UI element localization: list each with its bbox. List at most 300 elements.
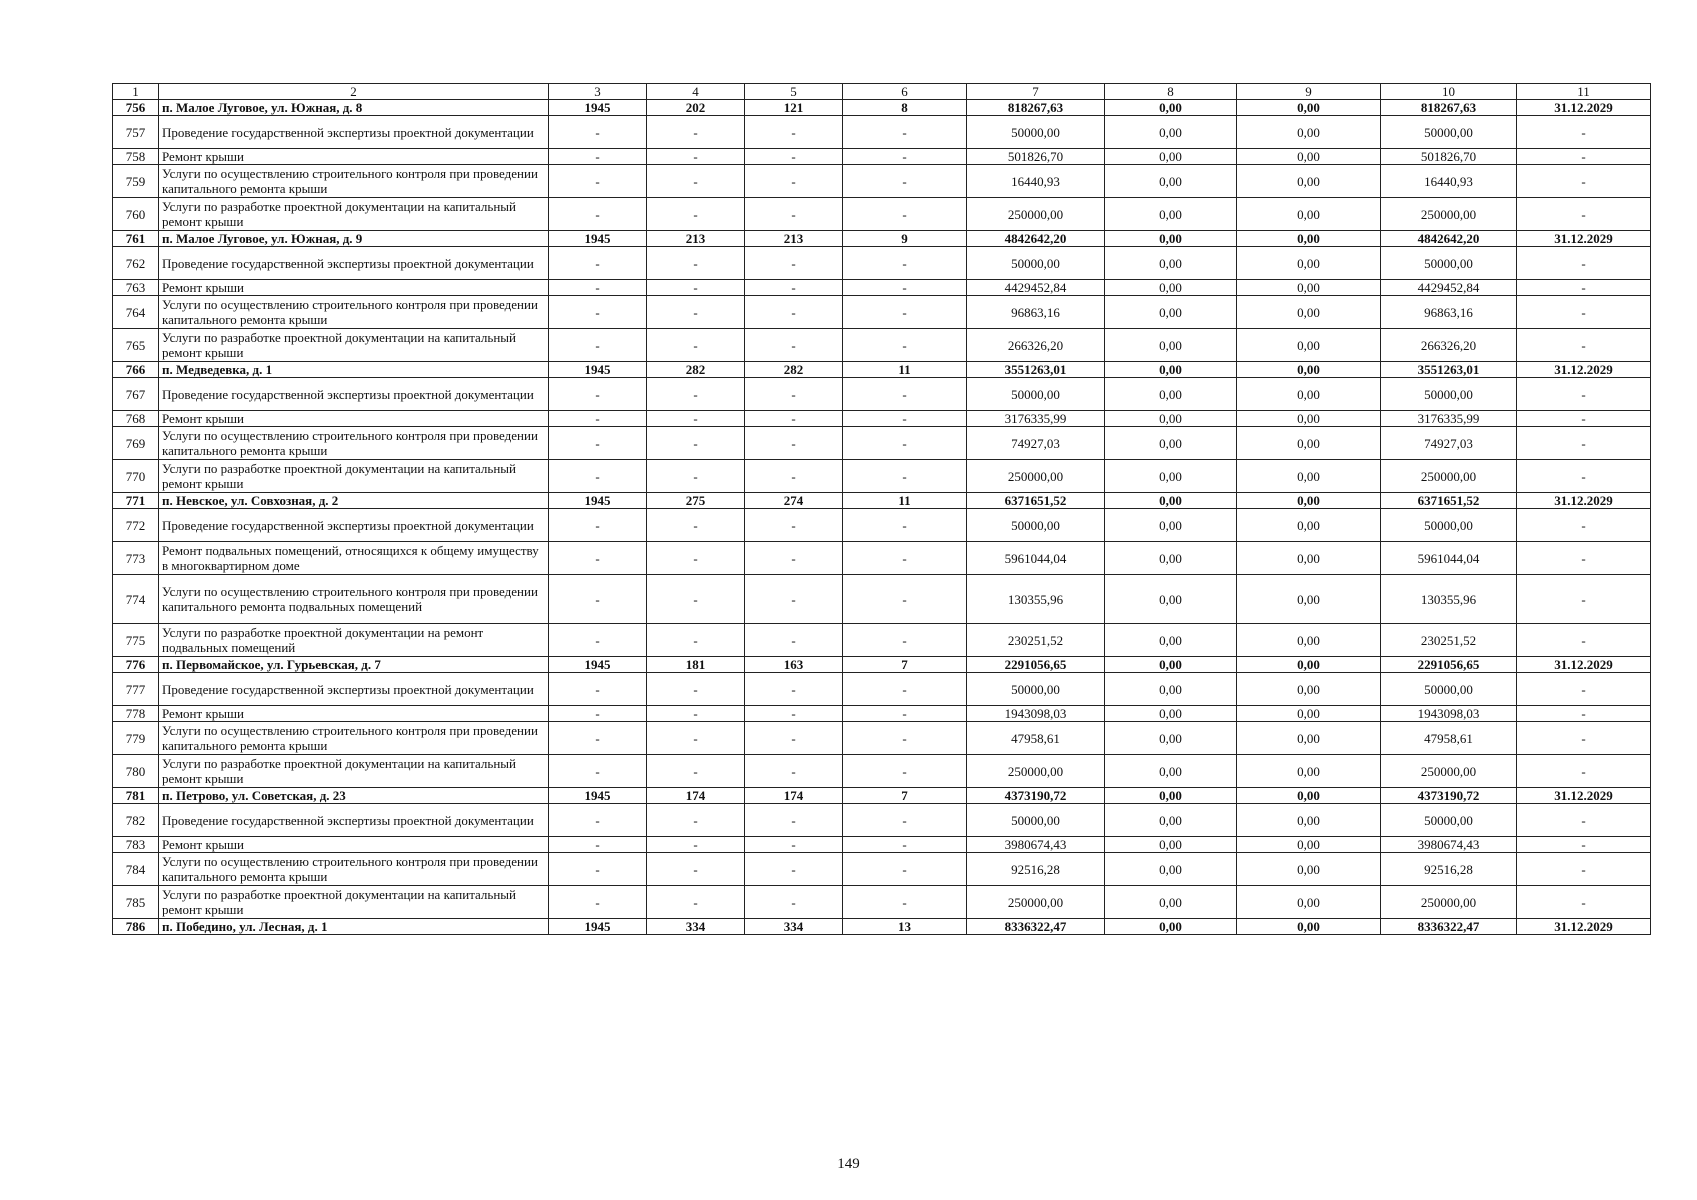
total-area-cell: -	[647, 837, 745, 853]
floors-count-cell: -	[843, 575, 967, 624]
completion-date-cell: -	[1517, 116, 1651, 149]
owners-share-cell: 3176335,99	[1381, 411, 1517, 427]
row-number-cell: 772	[113, 509, 159, 542]
work-item-row	[113, 804, 1651, 837]
year-built-cell: -	[549, 296, 647, 329]
living-area-cell: -	[745, 198, 843, 231]
year-built-cell: -	[549, 427, 647, 460]
work-item-row	[113, 755, 1651, 788]
total-area-cell: 282	[647, 362, 745, 378]
total-area-cell: -	[647, 165, 745, 198]
work-item-row	[113, 329, 1651, 362]
year-built-cell: -	[549, 247, 647, 280]
fund-share-cell: 0,00	[1105, 231, 1237, 247]
owners-share-cell: 92516,28	[1381, 853, 1517, 886]
budget-share-cell: 0,00	[1237, 755, 1381, 788]
completion-date-cell: 31.12.2029	[1517, 231, 1651, 247]
column-number: 4	[647, 84, 745, 100]
owners-share-cell: 266326,20	[1381, 329, 1517, 362]
row-description-cell: Проведение государственной экспертизы проектной документации	[159, 804, 549, 837]
fund-share-cell: 0,00	[1105, 575, 1237, 624]
fund-share-cell: 0,00	[1105, 853, 1237, 886]
total-cost-cell: 130355,96	[967, 575, 1105, 624]
fund-share-cell: 0,00	[1105, 657, 1237, 673]
floors-count-cell: -	[843, 804, 967, 837]
total-cost-cell: 266326,20	[967, 329, 1105, 362]
completion-date-cell: -	[1517, 804, 1651, 837]
completion-date-cell: -	[1517, 886, 1651, 919]
work-item-row	[113, 853, 1651, 886]
total-cost-cell: 47958,61	[967, 722, 1105, 755]
budget-share-cell: 0,00	[1237, 788, 1381, 804]
total-cost-cell: 3980674,43	[967, 837, 1105, 853]
fund-share-cell: 0,00	[1105, 411, 1237, 427]
address-row	[113, 362, 1651, 378]
column-number: 10	[1381, 84, 1517, 100]
row-description-cell: Услуги по разработке проектной документации на капитальный ремонт крыши	[159, 886, 549, 919]
row-description-cell: п. Петрово, ул. Советская, д. 23	[159, 788, 549, 804]
row-description-cell: Ремонт подвальных помещений, относящихся к общему имуществу в многоквартирном доме	[159, 542, 549, 575]
living-area-cell: -	[745, 853, 843, 886]
work-item-row	[113, 886, 1651, 919]
owners-share-cell: 1943098,03	[1381, 706, 1517, 722]
address-row	[113, 657, 1651, 673]
total-area-cell: -	[647, 247, 745, 280]
work-item-row	[113, 542, 1651, 575]
row-number-cell: 758	[113, 149, 159, 165]
total-area-cell: -	[647, 460, 745, 493]
owners-share-cell: 74927,03	[1381, 427, 1517, 460]
row-number-cell: 775	[113, 624, 159, 657]
completion-date-cell: -	[1517, 296, 1651, 329]
budget-share-cell: 0,00	[1237, 296, 1381, 329]
repair-program-table	[112, 83, 1651, 935]
total-cost-cell: 74927,03	[967, 427, 1105, 460]
row-number-cell: 779	[113, 722, 159, 755]
year-built-cell: -	[549, 378, 647, 411]
work-item-row	[113, 673, 1651, 706]
total-area-cell: 334	[647, 919, 745, 935]
fund-share-cell: 0,00	[1105, 493, 1237, 509]
column-number: 2	[159, 84, 549, 100]
owners-share-cell: 50000,00	[1381, 509, 1517, 542]
living-area-cell: -	[745, 149, 843, 165]
year-built-cell: -	[549, 542, 647, 575]
total-cost-cell: 501826,70	[967, 149, 1105, 165]
year-built-cell: -	[549, 460, 647, 493]
total-area-cell: -	[647, 673, 745, 706]
living-area-cell: -	[745, 247, 843, 280]
budget-share-cell: 0,00	[1237, 509, 1381, 542]
fund-share-cell: 0,00	[1105, 362, 1237, 378]
work-item-row	[113, 149, 1651, 165]
work-item-row	[113, 296, 1651, 329]
living-area-cell: -	[745, 804, 843, 837]
living-area-cell: -	[745, 755, 843, 788]
budget-share-cell: 0,00	[1237, 657, 1381, 673]
column-number: 11	[1517, 84, 1651, 100]
budget-share-cell: 0,00	[1237, 231, 1381, 247]
row-number-cell: 766	[113, 362, 159, 378]
total-area-cell: -	[647, 280, 745, 296]
total-cost-cell: 2291056,65	[967, 657, 1105, 673]
total-cost-cell: 818267,63	[967, 100, 1105, 116]
row-number-cell: 756	[113, 100, 159, 116]
total-cost-cell: 4842642,20	[967, 231, 1105, 247]
row-description-cell: Услуги по осуществлению строительного контроля при проведении капитального ремонта крыши	[159, 165, 549, 198]
completion-date-cell: -	[1517, 575, 1651, 624]
living-area-cell: -	[745, 116, 843, 149]
completion-date-cell: -	[1517, 165, 1651, 198]
total-area-cell: -	[647, 542, 745, 575]
total-area-cell: -	[647, 198, 745, 231]
owners-share-cell: 50000,00	[1381, 378, 1517, 411]
row-description-cell: Проведение государственной экспертизы проектной документации	[159, 509, 549, 542]
fund-share-cell: 0,00	[1105, 509, 1237, 542]
budget-share-cell: 0,00	[1237, 165, 1381, 198]
owners-share-cell: 818267,63	[1381, 100, 1517, 116]
column-number: 9	[1237, 84, 1381, 100]
address-row	[113, 231, 1651, 247]
row-description-cell: Проведение государственной экспертизы проектной документации	[159, 378, 549, 411]
total-cost-cell: 250000,00	[967, 460, 1105, 493]
year-built-cell: 1945	[549, 919, 647, 935]
year-built-cell: -	[549, 411, 647, 427]
total-area-cell: -	[647, 509, 745, 542]
budget-share-cell: 0,00	[1237, 100, 1381, 116]
year-built-cell: 1945	[549, 657, 647, 673]
floors-count-cell: -	[843, 755, 967, 788]
living-area-cell: 282	[745, 362, 843, 378]
total-cost-cell: 1943098,03	[967, 706, 1105, 722]
row-number-cell: 769	[113, 427, 159, 460]
total-area-cell: -	[647, 722, 745, 755]
fund-share-cell: 0,00	[1105, 722, 1237, 755]
fund-share-cell: 0,00	[1105, 804, 1237, 837]
total-cost-cell: 4373190,72	[967, 788, 1105, 804]
total-cost-cell: 5961044,04	[967, 542, 1105, 575]
owners-share-cell: 5961044,04	[1381, 542, 1517, 575]
row-description-cell: Услуги по разработке проектной документации на капитальный ремонт крыши	[159, 198, 549, 231]
living-area-cell: -	[745, 329, 843, 362]
budget-share-cell: 0,00	[1237, 116, 1381, 149]
fund-share-cell: 0,00	[1105, 788, 1237, 804]
floors-count-cell: 8	[843, 100, 967, 116]
work-item-row	[113, 280, 1651, 296]
row-number-cell: 768	[113, 411, 159, 427]
owners-share-cell: 50000,00	[1381, 247, 1517, 280]
row-number-cell: 757	[113, 116, 159, 149]
row-description-cell: Ремонт крыши	[159, 411, 549, 427]
row-number-cell: 763	[113, 280, 159, 296]
completion-date-cell: -	[1517, 755, 1651, 788]
total-cost-cell: 4429452,84	[967, 280, 1105, 296]
year-built-cell: -	[549, 722, 647, 755]
fund-share-cell: 0,00	[1105, 296, 1237, 329]
owners-share-cell: 250000,00	[1381, 755, 1517, 788]
floors-count-cell: -	[843, 886, 967, 919]
floors-count-cell: -	[843, 722, 967, 755]
row-number-cell: 761	[113, 231, 159, 247]
row-number-cell: 785	[113, 886, 159, 919]
column-number: 1	[113, 84, 159, 100]
living-area-cell: -	[745, 460, 843, 493]
living-area-cell: 274	[745, 493, 843, 509]
row-description-cell: Ремонт крыши	[159, 280, 549, 296]
row-description-cell: Услуги по осуществлению строительного контроля при проведении капитального ремонта крыши	[159, 722, 549, 755]
fund-share-cell: 0,00	[1105, 427, 1237, 460]
row-number-cell: 760	[113, 198, 159, 231]
owners-share-cell: 8336322,47	[1381, 919, 1517, 935]
owners-share-cell: 3551263,01	[1381, 362, 1517, 378]
owners-share-cell: 501826,70	[1381, 149, 1517, 165]
total-area-cell: -	[647, 116, 745, 149]
column-number: 7	[967, 84, 1105, 100]
living-area-cell: -	[745, 575, 843, 624]
work-item-row	[113, 837, 1651, 853]
year-built-cell: -	[549, 198, 647, 231]
year-built-cell: 1945	[549, 231, 647, 247]
living-area-cell: -	[745, 509, 843, 542]
floors-count-cell: -	[843, 624, 967, 657]
floors-count-cell: 7	[843, 788, 967, 804]
total-area-cell: 202	[647, 100, 745, 116]
completion-date-cell: -	[1517, 247, 1651, 280]
fund-share-cell: 0,00	[1105, 673, 1237, 706]
budget-share-cell: 0,00	[1237, 804, 1381, 837]
living-area-cell: -	[745, 411, 843, 427]
row-number-cell: 778	[113, 706, 159, 722]
budget-share-cell: 0,00	[1237, 706, 1381, 722]
row-description-cell: Проведение государственной экспертизы проектной документации	[159, 116, 549, 149]
row-description-cell: Проведение государственной экспертизы проектной документации	[159, 673, 549, 706]
floors-count-cell: -	[843, 329, 967, 362]
budget-share-cell: 0,00	[1237, 919, 1381, 935]
floors-count-cell: -	[843, 853, 967, 886]
floors-count-cell: -	[843, 165, 967, 198]
year-built-cell: -	[549, 886, 647, 919]
owners-share-cell: 4842642,20	[1381, 231, 1517, 247]
living-area-cell: -	[745, 886, 843, 919]
living-area-cell: -	[745, 296, 843, 329]
row-description-cell: Услуги по осуществлению строительного контроля при проведении капитального ремонта крыши	[159, 296, 549, 329]
floors-count-cell: -	[843, 280, 967, 296]
total-cost-cell: 50000,00	[967, 378, 1105, 411]
work-item-row	[113, 427, 1651, 460]
floors-count-cell: -	[843, 706, 967, 722]
row-description-cell: Услуги по разработке проектной документации на капитальный ремонт крыши	[159, 755, 549, 788]
owners-share-cell: 4373190,72	[1381, 788, 1517, 804]
budget-share-cell: 0,00	[1237, 575, 1381, 624]
year-built-cell: -	[549, 755, 647, 788]
owners-share-cell: 16440,93	[1381, 165, 1517, 198]
budget-share-cell: 0,00	[1237, 280, 1381, 296]
address-row	[113, 493, 1651, 509]
row-description-cell: п. Победино, ул. Лесная, д. 1	[159, 919, 549, 935]
owners-share-cell: 3980674,43	[1381, 837, 1517, 853]
completion-date-cell: -	[1517, 427, 1651, 460]
total-area-cell: -	[647, 624, 745, 657]
work-item-row	[113, 247, 1651, 280]
total-area-cell: -	[647, 296, 745, 329]
row-description-cell: п. Малое Луговое, ул. Южная, д. 8	[159, 100, 549, 116]
year-built-cell: -	[549, 116, 647, 149]
living-area-cell: -	[745, 542, 843, 575]
row-number-cell: 783	[113, 837, 159, 853]
row-number-cell: 770	[113, 460, 159, 493]
completion-date-cell: -	[1517, 329, 1651, 362]
budget-share-cell: 0,00	[1237, 722, 1381, 755]
row-description-cell: Услуги по разработке проектной документации на капитальный ремонт крыши	[159, 329, 549, 362]
row-number-cell: 776	[113, 657, 159, 673]
fund-share-cell: 0,00	[1105, 886, 1237, 919]
total-cost-cell: 16440,93	[967, 165, 1105, 198]
fund-share-cell: 0,00	[1105, 280, 1237, 296]
budget-share-cell: 0,00	[1237, 149, 1381, 165]
year-built-cell: -	[549, 509, 647, 542]
floors-count-cell: -	[843, 509, 967, 542]
year-built-cell: -	[549, 673, 647, 706]
fund-share-cell: 0,00	[1105, 706, 1237, 722]
total-cost-cell: 3176335,99	[967, 411, 1105, 427]
page-number: 149	[837, 1156, 860, 1172]
floors-count-cell: -	[843, 411, 967, 427]
total-cost-cell: 250000,00	[967, 755, 1105, 788]
year-built-cell: -	[549, 165, 647, 198]
completion-date-cell: -	[1517, 378, 1651, 411]
living-area-cell: -	[745, 624, 843, 657]
row-number-cell: 784	[113, 853, 159, 886]
address-row	[113, 919, 1651, 935]
row-number-cell: 777	[113, 673, 159, 706]
total-cost-cell: 96863,16	[967, 296, 1105, 329]
total-cost-cell: 3551263,01	[967, 362, 1105, 378]
row-number-cell: 759	[113, 165, 159, 198]
row-number-cell: 780	[113, 755, 159, 788]
year-built-cell: -	[549, 837, 647, 853]
address-row	[113, 100, 1651, 116]
completion-date-cell: -	[1517, 460, 1651, 493]
completion-date-cell: -	[1517, 509, 1651, 542]
row-description-cell: Услуги по осуществлению строительного контроля при проведении капитального ремонта крыши	[159, 427, 549, 460]
completion-date-cell: -	[1517, 149, 1651, 165]
living-area-cell: -	[745, 706, 843, 722]
total-cost-cell: 8336322,47	[967, 919, 1105, 935]
total-area-cell: -	[647, 149, 745, 165]
completion-date-cell: -	[1517, 411, 1651, 427]
row-number-cell: 786	[113, 919, 159, 935]
year-built-cell: -	[549, 149, 647, 165]
floors-count-cell: -	[843, 837, 967, 853]
completion-date-cell: 31.12.2029	[1517, 657, 1651, 673]
floors-count-cell: -	[843, 198, 967, 231]
completion-date-cell: 31.12.2029	[1517, 493, 1651, 509]
owners-share-cell: 250000,00	[1381, 886, 1517, 919]
row-number-cell: 764	[113, 296, 159, 329]
fund-share-cell: 0,00	[1105, 919, 1237, 935]
completion-date-cell: -	[1517, 542, 1651, 575]
row-description-cell: Услуги по осуществлению строительного контроля при проведении капитального ремонта подвальных помещений	[159, 575, 549, 624]
owners-share-cell: 4429452,84	[1381, 280, 1517, 296]
owners-share-cell: 230251,52	[1381, 624, 1517, 657]
fund-share-cell: 0,00	[1105, 378, 1237, 411]
owners-share-cell: 47958,61	[1381, 722, 1517, 755]
budget-share-cell: 0,00	[1237, 378, 1381, 411]
fund-share-cell: 0,00	[1105, 837, 1237, 853]
row-description-cell: Ремонт крыши	[159, 149, 549, 165]
work-item-row	[113, 706, 1651, 722]
budget-share-cell: 0,00	[1237, 427, 1381, 460]
fund-share-cell: 0,00	[1105, 542, 1237, 575]
completion-date-cell: -	[1517, 853, 1651, 886]
budget-share-cell: 0,00	[1237, 198, 1381, 231]
completion-date-cell: -	[1517, 722, 1651, 755]
fund-share-cell: 0,00	[1105, 247, 1237, 280]
living-area-cell: -	[745, 165, 843, 198]
work-item-row	[113, 575, 1651, 624]
column-number: 8	[1105, 84, 1237, 100]
total-area-cell: -	[647, 755, 745, 788]
budget-share-cell: 0,00	[1237, 460, 1381, 493]
budget-share-cell: 0,00	[1237, 411, 1381, 427]
total-cost-cell: 250000,00	[967, 198, 1105, 231]
floors-count-cell: 9	[843, 231, 967, 247]
work-item-row	[113, 509, 1651, 542]
year-built-cell: -	[549, 329, 647, 362]
year-built-cell: -	[549, 280, 647, 296]
work-item-row	[113, 624, 1651, 657]
total-area-cell: 181	[647, 657, 745, 673]
total-area-cell: -	[647, 378, 745, 411]
budget-share-cell: 0,00	[1237, 493, 1381, 509]
year-built-cell: -	[549, 853, 647, 886]
owners-share-cell: 50000,00	[1381, 116, 1517, 149]
row-number-cell: 762	[113, 247, 159, 280]
floors-count-cell: -	[843, 460, 967, 493]
floors-count-cell: 11	[843, 493, 967, 509]
column-number: 3	[549, 84, 647, 100]
completion-date-cell: 31.12.2029	[1517, 100, 1651, 116]
floors-count-cell: 7	[843, 657, 967, 673]
owners-share-cell: 50000,00	[1381, 804, 1517, 837]
living-area-cell: 334	[745, 919, 843, 935]
year-built-cell: 1945	[549, 788, 647, 804]
year-built-cell: 1945	[549, 362, 647, 378]
year-built-cell: -	[549, 804, 647, 837]
living-area-cell: -	[745, 280, 843, 296]
row-number-cell: 767	[113, 378, 159, 411]
completion-date-cell: -	[1517, 837, 1651, 853]
budget-share-cell: 0,00	[1237, 853, 1381, 886]
fund-share-cell: 0,00	[1105, 329, 1237, 362]
total-area-cell: -	[647, 329, 745, 362]
year-built-cell: -	[549, 706, 647, 722]
work-item-row	[113, 165, 1651, 198]
living-area-cell: 163	[745, 657, 843, 673]
floors-count-cell: -	[843, 542, 967, 575]
row-description-cell: Услуги по осуществлению строительного контроля при проведении капитального ремонта крыши	[159, 853, 549, 886]
total-cost-cell: 50000,00	[967, 509, 1105, 542]
budget-share-cell: 0,00	[1237, 329, 1381, 362]
floors-count-cell: -	[843, 427, 967, 460]
work-item-row	[113, 722, 1651, 755]
owners-share-cell: 50000,00	[1381, 673, 1517, 706]
row-number-cell: 773	[113, 542, 159, 575]
completion-date-cell: -	[1517, 706, 1651, 722]
fund-share-cell: 0,00	[1105, 755, 1237, 788]
fund-share-cell: 0,00	[1105, 149, 1237, 165]
year-built-cell: 1945	[549, 100, 647, 116]
